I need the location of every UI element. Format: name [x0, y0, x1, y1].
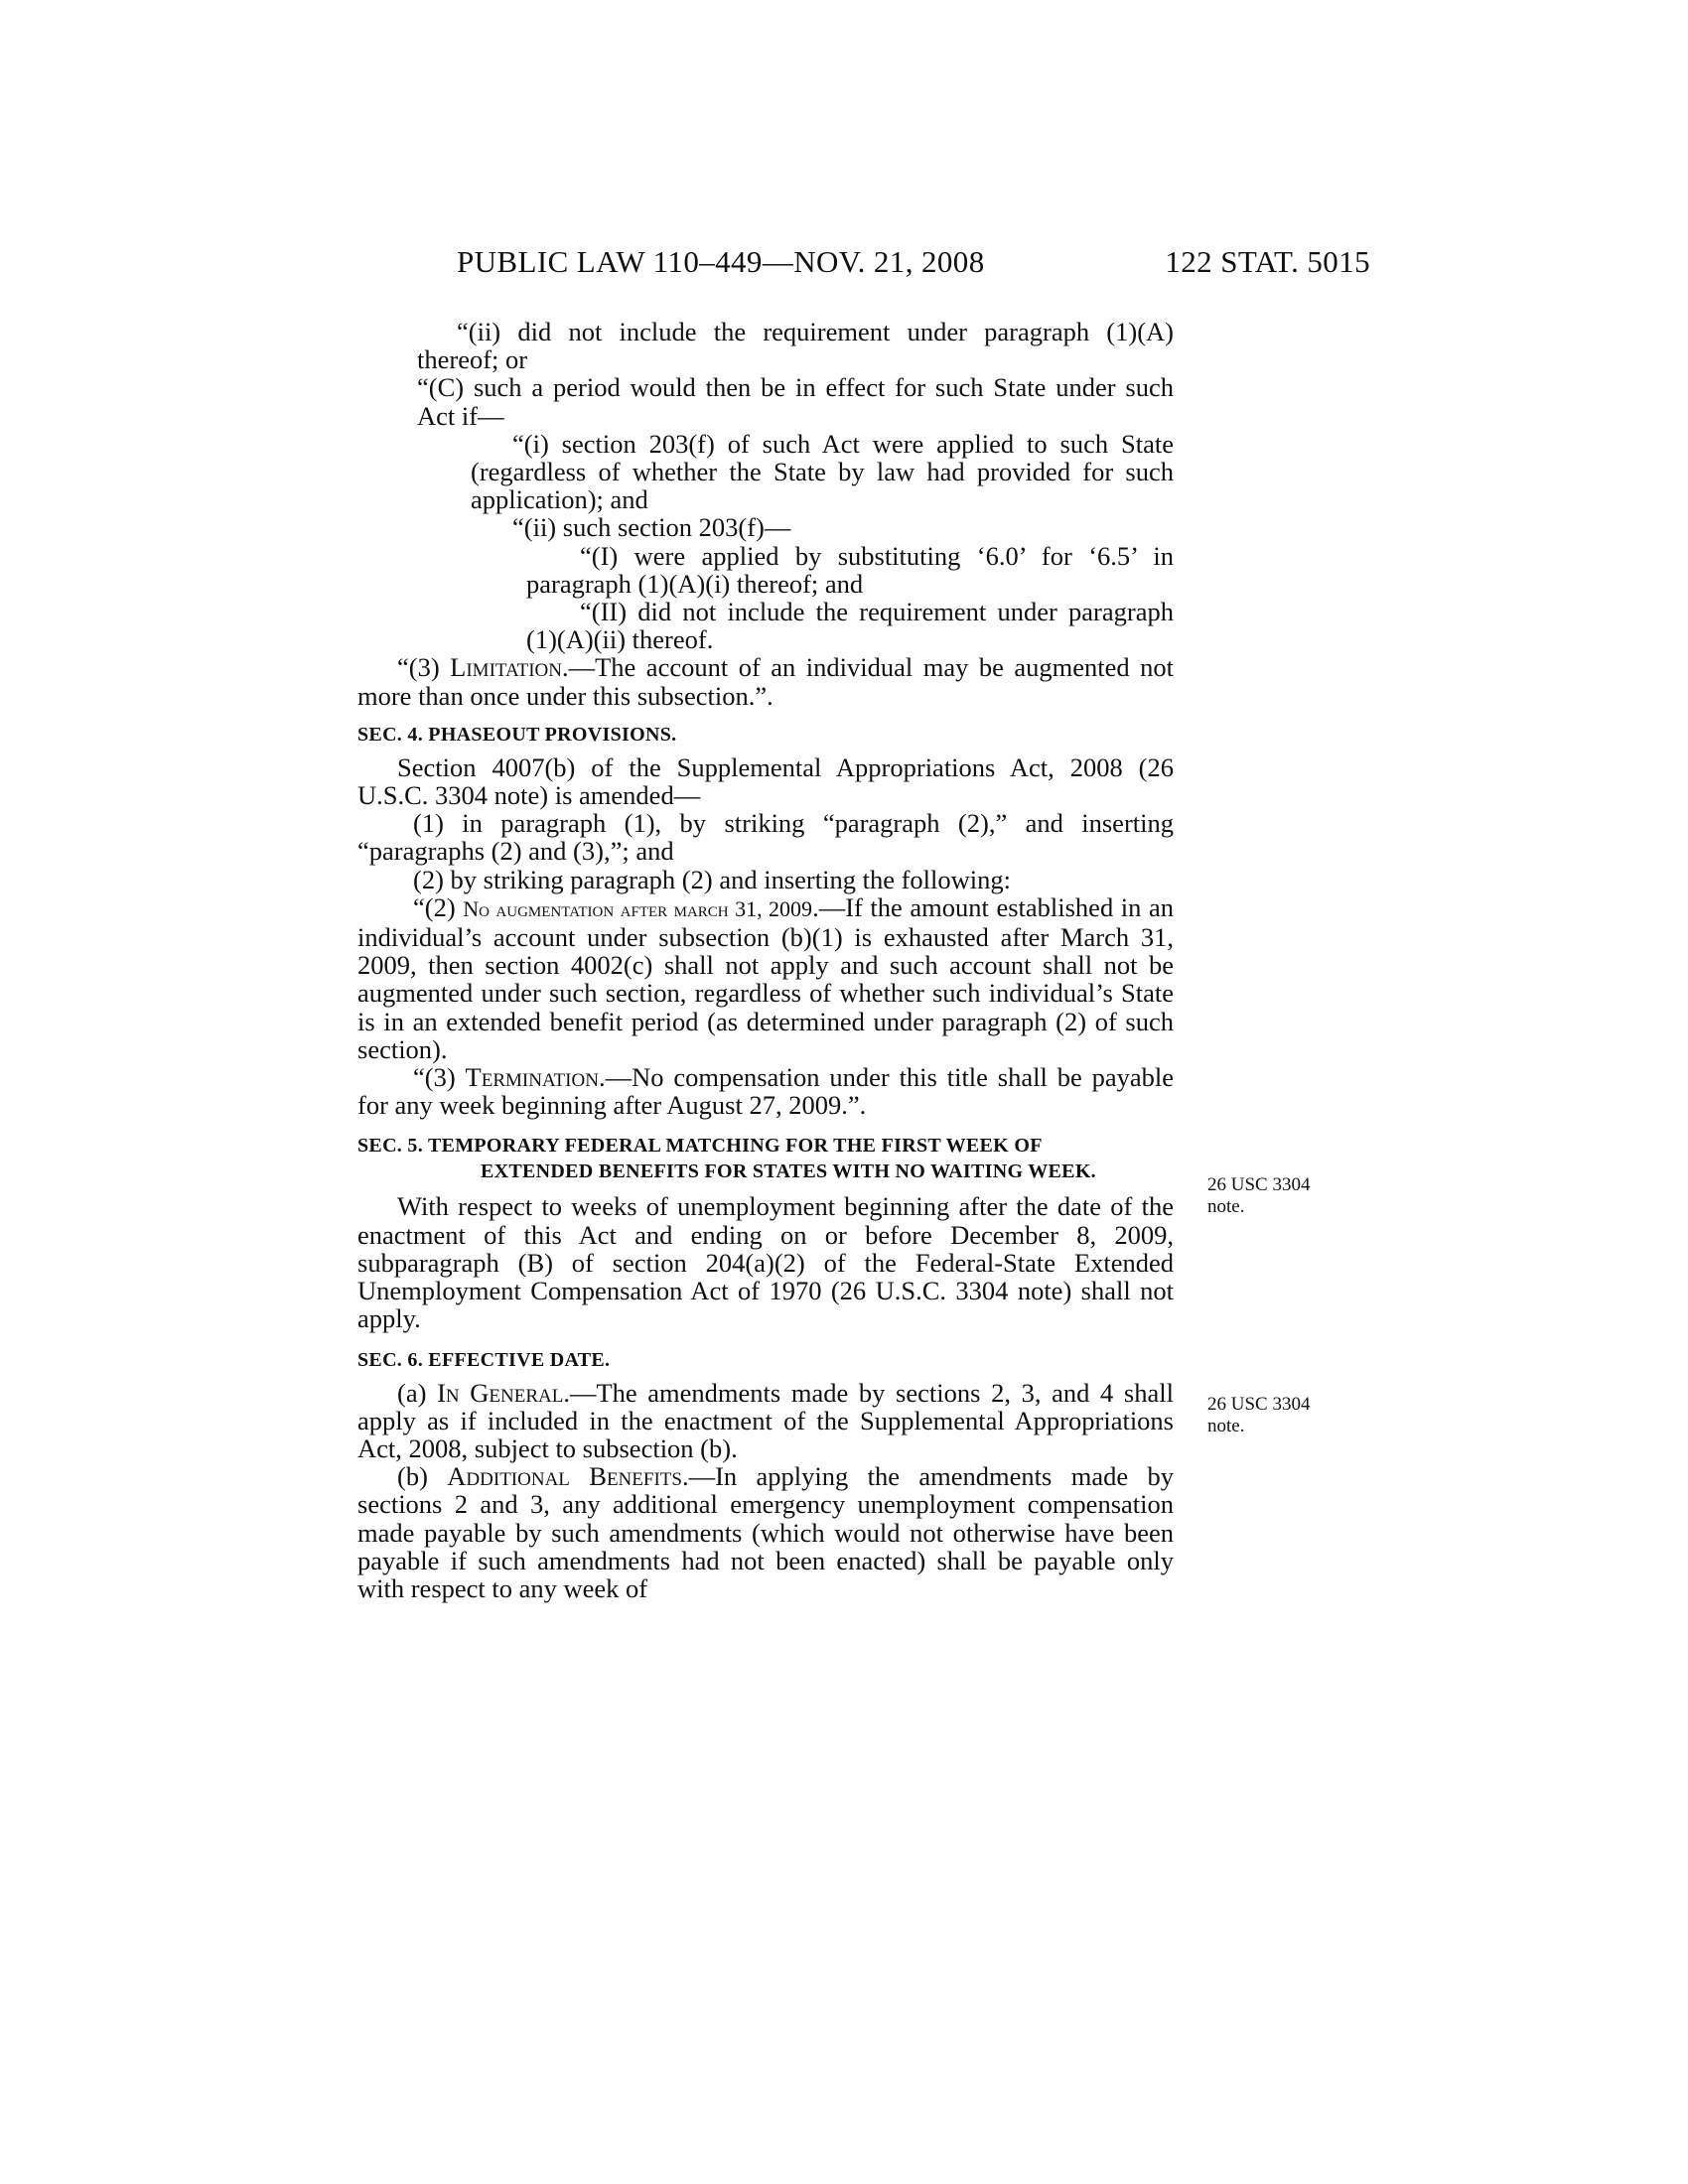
paragraph-I-substituting: “(I) were applied by substituting ‘6.0’ for ‘6.5’ in paragraph (1)(A)(i) thereof; and [526, 540, 1174, 599]
running-header [457, 244, 1370, 288]
header-law-citation: PUBLIC LAW 110–449—NOV. 21, 2008 [457, 244, 985, 279]
paragraph-text: .—The account of an individual may be augmented not more than once under this subsection.”. [357, 652, 1174, 711]
header-statute-page: 122 STAT. 5015 [1165, 244, 1370, 279]
section-6-heading: SEC. 6. EFFECTIVE DATE. [357, 1348, 611, 1371]
document-body [357, 318, 1174, 1602]
section-6-subsection-b [357, 1462, 1174, 1602]
section-4-sub-2 [357, 893, 1174, 1063]
paragraph-caption: Termination [465, 1062, 599, 1093]
paragraph-caption: In General [437, 1377, 564, 1408]
section-5-heading-line-2: EXTENDED BENEFITS FOR STATES WITH NO WAITING WEEK. [481, 1160, 1096, 1183]
section-4-item-1: (1) in paragraph (1), by striking “paragraph (2),” and inserting “paragraphs (2) and (3),”; and [357, 808, 1174, 867]
section-4-heading: SEC. 4. PHASEOUT PROVISIONS. [357, 723, 677, 746]
margin-note-label: note. [1207, 1416, 1245, 1436]
paragraph-label: “(3) [413, 1062, 466, 1093]
paragraph-ii-section-203f: “(ii) such section 203(f)— [512, 512, 791, 543]
section-5-text: With respect to weeks of unemployment beginning after the date of the enactment of this Act and ending on or before December 8, 2009, subparagraph (B) of section 204(a)(2) of the Federal-State Extended Unemployment Compensation Act of 1970 (26 U.S.C. 3304 note) shall not apply. [357, 1191, 1174, 1334]
paragraph-II-requirement: “(II) did not include the requirement under paragraph (1)(A)(ii) thereof. [526, 597, 1174, 655]
section-5-heading [357, 1133, 1174, 1184]
paragraph-text: .—If the amount established in an individual’s account under subsection (b)(1) is exhausted after March 31, 2009, then section 4002(c) shall not apply and such account shall not be augmented under such section, regardless of whether such individual’s State is in an extended benefit period (as determined under paragraph (2) of such section). [357, 891, 1174, 1064]
section-5-heading-line-1: SEC. 5. TEMPORARY FEDERAL MATCHING FOR THE FIRST WEEK OF [357, 1135, 1043, 1158]
margin-note-section-6 [1207, 1394, 1346, 1437]
paragraph-label: (b) [397, 1461, 448, 1492]
paragraph-text: .—The amendments made by sections 2, 3, and 4 shall apply as if included in the enactment of the Supplemental Appropriations Act, 2008, subject to subsection (b). [357, 1377, 1174, 1463]
paragraph-label: (a) [397, 1377, 438, 1408]
section-4-intro: Section 4007(b) of the Supplemental Appropriations Act, 2008 (26 U.S.C. 3304 note) is amended— [357, 751, 1174, 811]
paragraph-caption: Additional Benefits [447, 1461, 682, 1492]
paragraph-text: .—In applying the amendments made by sections 2 and 3, any additional emergency unemployment compensation made payable by such amendments (which would not otherwise have been payable if such amendments had not been enacted) shall be payable only with respect to any week of [357, 1461, 1174, 1603]
margin-note-label: note. [1207, 1196, 1245, 1217]
paragraph-label: “(3) [397, 652, 451, 683]
section-4-item-2: (2) by striking paragraph (2) and inserting the following: [413, 864, 1011, 894]
paragraph-C-period: “(C) such a period would then be in effect for such State under such Act if— [417, 372, 1174, 431]
paragraph-ii-requirement: “(ii) did not include the requirement under paragraph (1)(A) thereof; or [417, 317, 1174, 375]
section-4-sub-3 [357, 1063, 1174, 1119]
paragraph-text: .—No compensation under this title shall be payable for any week beginning after August 27, 2009.”. [357, 1062, 1174, 1121]
margin-note-section-5 [1207, 1174, 1346, 1218]
paragraph-i-section-203f: “(i) section 203(f) of such Act were applied to such State (regardless of whether the State by law had provided for such application); and [471, 428, 1174, 515]
margin-note-citation: 26 USC 3304 [1207, 1394, 1311, 1415]
paragraph-3-limitation [357, 653, 1174, 709]
paragraph-caption: Limitation [450, 652, 562, 683]
section-6-subsection-a [357, 1379, 1174, 1463]
paragraph-label: “(2) [413, 891, 464, 922]
paragraph-caption: No augmentation after march 31, 2009 [463, 895, 813, 921]
margin-note-citation: 26 USC 3304 [1207, 1174, 1311, 1195]
